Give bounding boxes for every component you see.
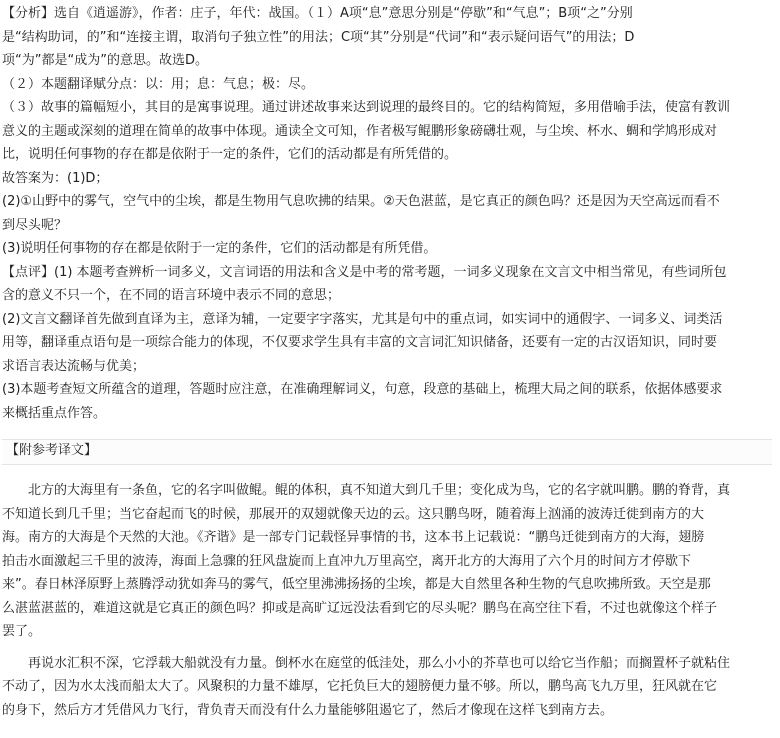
answer-line: 到尽头呢？ xyxy=(2,217,68,233)
section-gap xyxy=(2,425,772,435)
translation-heading: 【附参考译文】 xyxy=(2,439,772,465)
translation-line: 来”。春日林泽原野上蒸腾浮动犹如奔马的雾气，低空里沸沸扬扬的尘埃，都是大自然里各种生物的气息吹拂所致。天空是那 xyxy=(2,577,711,592)
translation-line: 拍击水面激起三千里的波涛，海面上急骤的狂风盘旋而上直冲九万里高空，离开北方的大海用了六个月的时间方才停歇下 xyxy=(2,553,692,569)
analysis-line: （３）故事的篇幅短小，其目的是寓事说理。通过讲述故事来达到说理的最终目的。它的结构简短，多用借喻手法，使富有教训 xyxy=(2,100,731,115)
analysis-line: 【分析】选自《逍遥游》，作者：庄子，年代：战国。（１）A项“息”意思分别是“停歇”和“气息”；B项“之”分别 xyxy=(2,6,633,21)
comment-section xyxy=(2,261,772,426)
translation-paragraph-2 xyxy=(2,652,772,723)
translation-paragraph-1 xyxy=(2,479,772,644)
translation-line: 的身下，然后方才凭借风力飞行，背负青天而没有什么力量能够阻遏它了，然后才像现在这样飞到南方去。 xyxy=(2,702,614,718)
comment-line: (3)本题考查短文所蕴含的道理，答题时应注意，在准确理解词义，句意，段意的基础上，梳理大局之间的联系，依据体感要求 xyxy=(2,382,723,397)
analysis-line: 项“为”都是“成为”的意思。故选D。 xyxy=(2,53,208,68)
translation-line: 不知道长到几千里；当它奋起而飞的时候，那展开的双翅就像天边的云。这只鹏鸟呀，随着海上汹涌的波涛迁徙到南方的大 xyxy=(2,506,705,522)
translation-line: 不动了，因为水太浅而船太大了。风聚积的力量不雄厚，它托负巨大的翅膀便力量不够。所以，鹏鸟高飞九万里，狂风就在它 xyxy=(2,679,718,694)
analysis-section xyxy=(2,2,772,261)
comment-line: 来概括重点作答。 xyxy=(2,405,107,421)
paragraph-gap xyxy=(2,644,772,652)
translation-line: 北方的大海里有一条鱼，它的名字叫做鲲。鲲的体积，真不知道大到几千里；变化成为鸟，它的名字就叫鹏。鹏的脊背，真 xyxy=(28,483,731,498)
analysis-line: 意义的主题或深刻的道理在简单的故事中体现。通读全文可知，作者极写鲲鹏形象磅礴壮观，与尘埃、杯水、蜩和学鸠形成对 xyxy=(2,123,718,139)
comment-line: 求语言表达流畅与优美； xyxy=(2,358,146,374)
analysis-line: （２）本题翻译赋分点：以：用；息：气息；极：尽。 xyxy=(2,76,315,92)
answer-line: (3)说明任何事物的存在都是依附于一定的条件，它们的活动都是有所凭借。 xyxy=(2,241,437,256)
section-gap xyxy=(2,469,772,479)
analysis-line: 是“结构助词，的”和“连接主谓，取消句子独立性”的用法；C项“其”分别是“代词”和“表示疑问语气”的用法；D xyxy=(2,29,635,45)
comment-line: 含的意义不只一个，在不同的语言环境中表示不同的意思； xyxy=(2,288,341,303)
comment-line: 用等，翻译重点语句是一项综合能力的体现，不仅要求学生具有丰富的文言词汇知识储备，还要有一定的古汉语知识，同时要 xyxy=(2,335,718,350)
answer-line: 故答案为：(1)D； xyxy=(2,170,109,186)
comment-line: (2)文言文翻译首先做到直译为主，意译为辅，一定要字字落实，尤其是句中的重点词，如实词中的通假字、一词多义、词类活 xyxy=(2,311,723,327)
translation-line: 海。南方的大海是个天然的大池。《齐谐》是一部专门记载怪异事情的书，这本书上记载说：“鹏鸟迁徙到南方的大海，翅膀 xyxy=(2,530,705,545)
analysis-line: 比，说明任何事物的存在都是依附于一定的条件，它们的活动都是有所凭借的。 xyxy=(2,147,458,162)
comment-line: 【点评】(1) 本题考查辨析一词多义，文言词语的用法和含义是中考的常考题，一词多义现象在文言文中相当常见，有些词所包 xyxy=(2,264,727,280)
translation-line: 再说水汇积不深，它浮载大船就没有力量。倒杯水在庭堂的低洼处，那么小小的芥草也可以给它当作船；而搁置杯子就粘住 xyxy=(28,655,731,671)
translation-line: 罢了。 xyxy=(2,624,42,639)
answer-line: (2)①山野中的雾气，空气中的尘埃，都是生物用气息吹拂的结果。②天色湛蓝，是它真正的颜色吗？还是因为天空高远而看不 xyxy=(2,194,720,209)
translation-line: 么湛蓝湛蓝的，难道这就是它真正的颜色吗？抑或是高旷辽远没法看到它的尽头呢？鹏鸟在高空往下看，不过也就像这个样子 xyxy=(2,600,718,616)
